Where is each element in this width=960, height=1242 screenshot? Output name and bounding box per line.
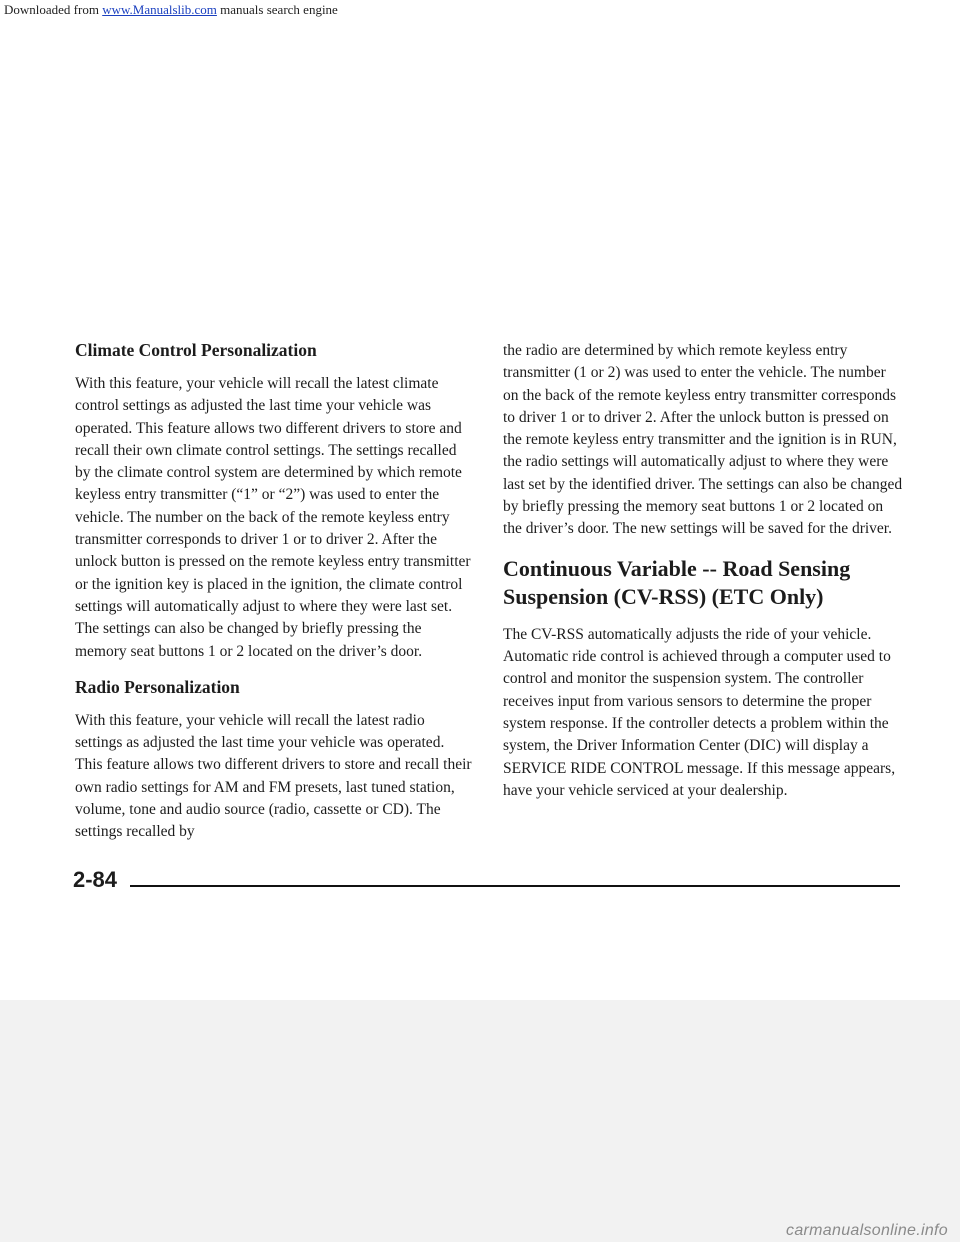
radio-heading: Radio Personalization [75, 676, 240, 697]
download-header [0, 0, 960, 18]
footer-band [0, 1000, 960, 1242]
right-column [503, 340, 903, 816]
watermark: carmanualsonline.info [786, 1222, 948, 1239]
header-suffix: manuals search engine [216, 2, 338, 17]
manualslib-link[interactable]: www.Manualslib.com [102, 2, 217, 17]
cvrss-paragraph: The CV-RSS automatically adjusts the ride of your vehicle. Automatic ride control is achieved through a computer used to control and monitor the suspension system. The controller receives input from various sensors to determine the proper system response. If the controller detects a problem within the system, the Driver Information Center (DIC) will display a SERVICE RIDE CONTROL message. If this message appears, have your vehicle serviced at your dealership. [503, 625, 896, 799]
climate-paragraph: With this feature, your vehicle will recall the latest climate control settings as adjusted the last time your vehicle was operated. This feature allows two different drivers to store and recall their own climate control settings. The settings recalled by the climate control system are determined by which remote keyless entry transmitter (“1” or “2”) was used to enter the vehicle. The number on the back of the remote keyless entry transmitter corresponds to driver 1 or to driver 2. After the unlock button is pressed on the remote keyless entry transmitter or the ignition key is placed in the ignition, the climate control settings will automatically adjust to where they were last set. The settings can also be changed by briefly pressing the memory seat buttons 1 or 2 located on the driver’s door. [75, 375, 471, 660]
left-column [75, 340, 475, 858]
cvrss-heading: Continuous Variable -- Road Sensing Suspension (CV-RSS) (ETC Only) [503, 555, 851, 610]
climate-heading: Climate Control Personalization [75, 340, 317, 360]
radio-paragraph-continued: the radio are determined by which remote keyless entry transmitter (1 or 2) was used to enter the vehicle. The number on the back of the remote keyless entry transmitter corresponds to driver 1 or to driver 2. After the unlock button is pressed on the remote keyless entry transmitter and the ignition is in RUN, the radio settings will automatically adjust to where they were last set by the identified driver. The settings can also be changed by briefly pressing the memory seat buttons 1 or 2 located on the driver’s door. The new settings will be saved for the driver. [503, 342, 903, 538]
radio-paragraph: With this feature, your vehicle will recall the latest radio settings as adjusted the last time your vehicle was operated. This feature allows two different drivers to store and recall their own radio settings for AM and FM presets, last tuned station, volume, tone and audio source (radio, cassette or CD). The settings recalled by [75, 711, 472, 841]
page-number: 2-84 [73, 867, 118, 892]
footer-rule [130, 885, 900, 887]
header-prefix: Downloaded from [4, 2, 103, 17]
